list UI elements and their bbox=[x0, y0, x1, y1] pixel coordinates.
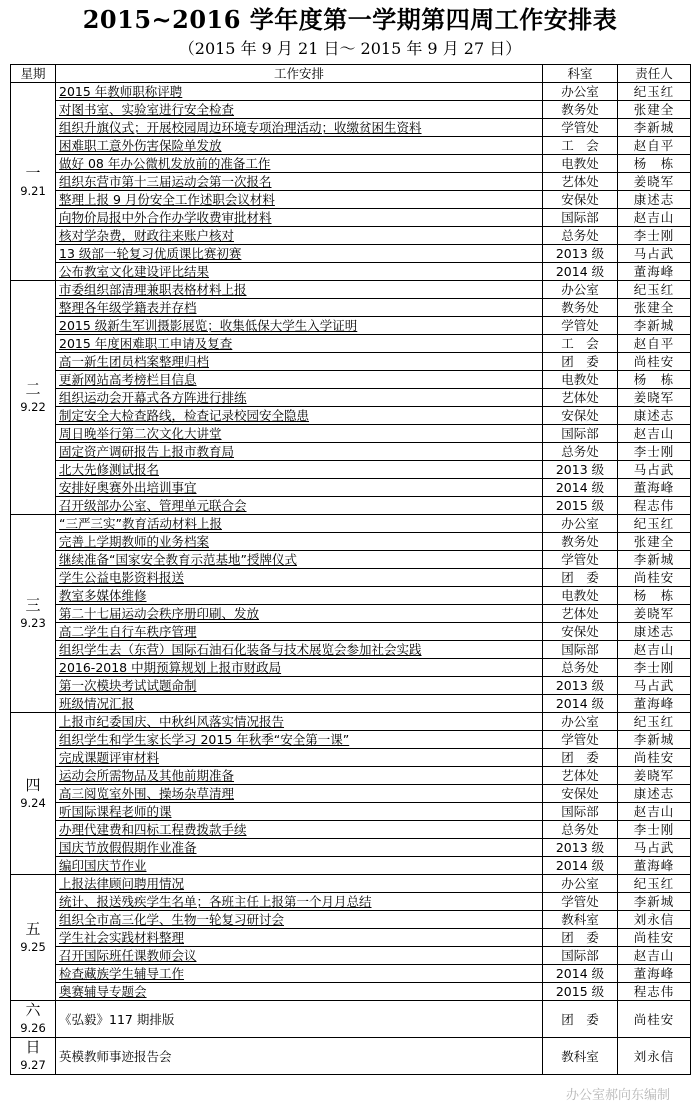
task-cell: 办理代建费和四标工程费拨款手续 bbox=[56, 821, 543, 839]
task-cell: 教室多媒体维修 bbox=[56, 587, 543, 605]
person-cell: 李新城 bbox=[618, 731, 691, 749]
dept-cell: 2014 级 bbox=[543, 479, 618, 497]
table-row bbox=[11, 263, 691, 281]
dept-cell: 学管处 bbox=[543, 317, 618, 335]
person-cell: 纪玉红 bbox=[618, 281, 691, 299]
table-row bbox=[11, 371, 691, 389]
table-row bbox=[11, 83, 691, 101]
dept-cell: 国际部 bbox=[543, 641, 618, 659]
table-row bbox=[11, 929, 691, 947]
table-row bbox=[11, 137, 691, 155]
dept-cell: 教科室 bbox=[543, 1038, 618, 1075]
footer-note: 办公室郝向东编制 bbox=[565, 1088, 670, 1103]
table-row bbox=[11, 749, 691, 767]
person-cell: 尚桂安 bbox=[618, 1001, 691, 1038]
task-cell: 英模教师事迹报告会 bbox=[56, 1038, 543, 1075]
header-dept: 科室 bbox=[543, 65, 618, 83]
table-row bbox=[11, 533, 691, 551]
weekday-label: 六 bbox=[25, 1001, 41, 1019]
dept-cell: 2013 级 bbox=[543, 677, 618, 695]
page-subtitle: （2015 年 9 月 21 日～ 2015 年 9 月 27 日） bbox=[178, 39, 522, 58]
header-person: 责任人 bbox=[618, 65, 691, 83]
person-cell: 刘永信 bbox=[618, 1038, 691, 1075]
person-cell: 李士刚 bbox=[618, 227, 691, 245]
table-row bbox=[11, 965, 691, 983]
person-cell: 杨 栋 bbox=[618, 587, 691, 605]
task-cell: 组织学生和学生家长学习 2015 年秋季“安全第一课” bbox=[56, 731, 543, 749]
dept-cell: 团 委 bbox=[543, 1001, 618, 1038]
dept-cell: 国际部 bbox=[543, 209, 618, 227]
person-cell: 刘永信 bbox=[618, 911, 691, 929]
table-row bbox=[11, 515, 691, 533]
weekday-label: 三 bbox=[25, 595, 41, 614]
dept-cell: 教科室 bbox=[543, 911, 618, 929]
task-cell: 高二学生自行车秩序管理 bbox=[56, 623, 543, 641]
person-cell: 张建全 bbox=[618, 533, 691, 551]
task-cell: 编印国庆节作业 bbox=[56, 857, 543, 875]
task-cell: 2015 级新生军训摄影展览；收集低保大学生入学证明 bbox=[56, 317, 543, 335]
weekday-label: 一 bbox=[25, 163, 41, 182]
dept-cell: 2013 级 bbox=[543, 839, 618, 857]
dept-cell: 团 委 bbox=[543, 929, 618, 947]
dept-cell: 安保处 bbox=[543, 623, 618, 641]
dept-cell: 电教处 bbox=[543, 587, 618, 605]
table-row bbox=[11, 731, 691, 749]
date-label: 9.22 bbox=[20, 399, 46, 414]
person-cell: 姜晓军 bbox=[618, 389, 691, 407]
task-cell: 组织升旗仪式；开展校园周边环境专项治理活动；收缴贫困生资料 bbox=[56, 119, 543, 137]
person-cell: 尚桂安 bbox=[618, 569, 691, 587]
person-cell: 康述志 bbox=[618, 407, 691, 425]
task-cell: 上报法律顾问聘用情况 bbox=[56, 875, 543, 893]
dept-cell: 艺体处 bbox=[543, 767, 618, 785]
task-cell: 学生公益电影资料报送 bbox=[56, 569, 543, 587]
table-row bbox=[11, 317, 691, 335]
dept-cell: 总务处 bbox=[543, 659, 618, 677]
schedule-table bbox=[10, 64, 691, 1075]
table-row bbox=[11, 785, 691, 803]
table-row bbox=[11, 1001, 691, 1038]
table-row bbox=[11, 803, 691, 821]
weekday-label: 日 bbox=[25, 1038, 41, 1056]
task-cell: 组织东营市第十三届运动会第一次报名 bbox=[56, 173, 543, 191]
task-cell: 运动会所需物品及其他前期准备 bbox=[56, 767, 543, 785]
header-task: 工作安排 bbox=[56, 65, 543, 83]
person-cell: 董海峰 bbox=[618, 263, 691, 281]
table-row bbox=[11, 407, 691, 425]
dept-cell: 团 委 bbox=[543, 569, 618, 587]
dept-cell: 电教处 bbox=[543, 155, 618, 173]
table-row bbox=[11, 227, 691, 245]
task-cell: 国庆节放假假期作业准备 bbox=[56, 839, 543, 857]
table-row bbox=[11, 911, 691, 929]
task-cell: 组织运动会开幕式各方阵进行排练 bbox=[56, 389, 543, 407]
dept-cell: 国际部 bbox=[543, 803, 618, 821]
weekday-label: 四 bbox=[25, 775, 41, 794]
task-cell: 《弘毅》117 期排版 bbox=[56, 1001, 543, 1038]
page-title: 2015~2016 学年度第一学期第四周工作安排表 bbox=[82, 5, 618, 34]
person-cell: 李新城 bbox=[618, 551, 691, 569]
person-cell: 程志伟 bbox=[618, 983, 691, 1001]
dept-cell: 学管处 bbox=[543, 119, 618, 137]
dept-cell: 学管处 bbox=[543, 731, 618, 749]
task-cell: 安排好奥赛外出培训事宜 bbox=[56, 479, 543, 497]
person-cell: 程志伟 bbox=[618, 497, 691, 515]
task-cell: 整理上报 9 月份安全工作述职会议材料 bbox=[56, 191, 543, 209]
table-row bbox=[11, 839, 691, 857]
dept-cell: 学管处 bbox=[543, 893, 618, 911]
person-cell: 马占武 bbox=[618, 461, 691, 479]
day-cell bbox=[11, 281, 56, 515]
dept-cell: 艺体处 bbox=[543, 605, 618, 623]
person-cell: 赵吉山 bbox=[618, 641, 691, 659]
date-label: 9.24 bbox=[20, 795, 46, 810]
dept-cell: 总务处 bbox=[543, 227, 618, 245]
person-cell: 李新城 bbox=[618, 119, 691, 137]
task-cell: 学生社会实践材料整理 bbox=[56, 929, 543, 947]
task-cell: 召开国际班任课教师会议 bbox=[56, 947, 543, 965]
task-cell: 整理各年级学籍表并存档 bbox=[56, 299, 543, 317]
task-cell: 2015 年度困难职工申请及复查 bbox=[56, 335, 543, 353]
dept-cell: 安保处 bbox=[543, 407, 618, 425]
person-cell: 赵吉山 bbox=[618, 947, 691, 965]
person-cell: 姜晓军 bbox=[618, 767, 691, 785]
table-row bbox=[11, 857, 691, 875]
person-cell: 赵吉山 bbox=[618, 803, 691, 821]
person-cell: 杨 栋 bbox=[618, 371, 691, 389]
table-row bbox=[11, 299, 691, 317]
dept-cell: 办公室 bbox=[543, 713, 618, 731]
weekday-label: 五 bbox=[25, 919, 41, 938]
task-cell: 困难职工意外伤害保险单发放 bbox=[56, 137, 543, 155]
table-row bbox=[11, 191, 691, 209]
task-cell: 组织学生去（东营）国际石油石化装备与技术展览会参加社会实践 bbox=[56, 641, 543, 659]
person-cell: 纪玉红 bbox=[618, 875, 691, 893]
person-cell: 纪玉红 bbox=[618, 83, 691, 101]
task-cell: 做好 08 年办公微机发放前的准备工作 bbox=[56, 155, 543, 173]
table-row bbox=[11, 101, 691, 119]
table-row bbox=[11, 569, 691, 587]
task-cell: 周日晚举行第二次文化大讲堂 bbox=[56, 425, 543, 443]
task-cell: 13 级部一轮复习优质课比赛初赛 bbox=[56, 245, 543, 263]
person-cell: 康述志 bbox=[618, 785, 691, 803]
task-cell: 核对学杂费，财政往来账户核对 bbox=[56, 227, 543, 245]
task-cell: 第二十七届运动会秩序册印刷、发放 bbox=[56, 605, 543, 623]
person-cell: 李士刚 bbox=[618, 821, 691, 839]
dept-cell: 艺体处 bbox=[543, 389, 618, 407]
table-row bbox=[11, 641, 691, 659]
dept-cell: 2015 级 bbox=[543, 983, 618, 1001]
task-cell: 班级情况汇报 bbox=[56, 695, 543, 713]
dept-cell: 总务处 bbox=[543, 821, 618, 839]
table-row bbox=[11, 677, 691, 695]
dept-cell: 办公室 bbox=[543, 83, 618, 101]
task-cell: 2016-2018 中期预算规划上报市财政局 bbox=[56, 659, 543, 677]
day-cell bbox=[11, 1001, 56, 1038]
task-cell: 统计、报送残疾学生名单；各班主任上报第一个月月总结 bbox=[56, 893, 543, 911]
person-cell: 康述志 bbox=[618, 623, 691, 641]
table-row bbox=[11, 947, 691, 965]
person-cell: 赵吉山 bbox=[618, 209, 691, 227]
dept-cell: 团 委 bbox=[543, 749, 618, 767]
weekday-label: 二 bbox=[25, 379, 41, 398]
table-row bbox=[11, 443, 691, 461]
table-row bbox=[11, 461, 691, 479]
task-cell: 2015 年教师职称评聘 bbox=[56, 83, 543, 101]
task-cell: 向物价局报中外合作办学收费审批材料 bbox=[56, 209, 543, 227]
day-cell bbox=[11, 83, 56, 281]
table-row bbox=[11, 1038, 691, 1075]
table-row bbox=[11, 695, 691, 713]
person-cell: 马占武 bbox=[618, 245, 691, 263]
day-cell bbox=[11, 713, 56, 875]
person-cell: 马占武 bbox=[618, 839, 691, 857]
task-cell: 第一次模块考试试题命制 bbox=[56, 677, 543, 695]
task-cell: 完善上学期教师的业务档案 bbox=[56, 533, 543, 551]
task-cell: 检查藏族学生辅导工作 bbox=[56, 965, 543, 983]
dept-cell: 2013 级 bbox=[543, 245, 618, 263]
table-row bbox=[11, 659, 691, 677]
table-row bbox=[11, 389, 691, 407]
task-cell: 听国际课程老师的课 bbox=[56, 803, 543, 821]
task-cell: 奥赛辅导专题会 bbox=[56, 983, 543, 1001]
person-cell: 杨 栋 bbox=[618, 155, 691, 173]
table-row bbox=[11, 245, 691, 263]
task-cell: 固定资产调研报告上报市教育局 bbox=[56, 443, 543, 461]
table-row bbox=[11, 767, 691, 785]
dept-cell: 工 会 bbox=[543, 137, 618, 155]
table-row bbox=[11, 335, 691, 353]
person-cell: 尚桂安 bbox=[618, 929, 691, 947]
dept-cell: 2015 级 bbox=[543, 497, 618, 515]
person-cell: 赵自平 bbox=[618, 137, 691, 155]
table-row bbox=[11, 983, 691, 1001]
table-row bbox=[11, 209, 691, 227]
task-cell: 高三阅览室外围、操场杂草清理 bbox=[56, 785, 543, 803]
task-cell: 完成课题评审材料 bbox=[56, 749, 543, 767]
date-label: 9.23 bbox=[20, 615, 46, 630]
task-cell: 对图书室、实验室进行安全检查 bbox=[56, 101, 543, 119]
table-row bbox=[11, 713, 691, 731]
dept-cell: 国际部 bbox=[543, 947, 618, 965]
schedule-body bbox=[11, 83, 691, 1075]
table-row bbox=[11, 119, 691, 137]
table-row bbox=[11, 875, 691, 893]
task-cell: 高一新生团员档案整理归档 bbox=[56, 353, 543, 371]
table-row bbox=[11, 281, 691, 299]
person-cell: 姜晓军 bbox=[618, 173, 691, 191]
dept-cell: 2014 级 bbox=[543, 965, 618, 983]
task-cell: 继续准备“国家安全教育示范基地”授牌仪式 bbox=[56, 551, 543, 569]
dept-cell: 办公室 bbox=[543, 281, 618, 299]
table-row bbox=[11, 497, 691, 515]
day-cell bbox=[11, 875, 56, 1001]
person-cell: 尚桂安 bbox=[618, 353, 691, 371]
dept-cell: 团 委 bbox=[543, 353, 618, 371]
person-cell: 纪玉红 bbox=[618, 515, 691, 533]
person-cell: 董海峰 bbox=[618, 479, 691, 497]
table-row bbox=[11, 893, 691, 911]
task-cell: “三严三实”教育活动材料上报 bbox=[56, 515, 543, 533]
task-cell: 制定安全大检查路线，检查记录校园安全隐患 bbox=[56, 407, 543, 425]
dept-cell: 2014 级 bbox=[543, 263, 618, 281]
table-row bbox=[11, 353, 691, 371]
task-cell: 公布教室文化建设评比结果 bbox=[56, 263, 543, 281]
date-label: 9.27 bbox=[20, 1058, 46, 1072]
date-label: 9.21 bbox=[20, 183, 46, 198]
task-cell: 更新网站高考榜栏目信息 bbox=[56, 371, 543, 389]
person-cell: 张建全 bbox=[618, 299, 691, 317]
dept-cell: 2014 级 bbox=[543, 695, 618, 713]
dept-cell: 电教处 bbox=[543, 371, 618, 389]
task-cell: 召开级部办公室、管理单元联合会 bbox=[56, 497, 543, 515]
person-cell: 董海峰 bbox=[618, 695, 691, 713]
person-cell: 尚桂安 bbox=[618, 749, 691, 767]
dept-cell: 工 会 bbox=[543, 335, 618, 353]
person-cell: 纪玉红 bbox=[618, 713, 691, 731]
dept-cell: 教务处 bbox=[543, 533, 618, 551]
dept-cell: 安保处 bbox=[543, 191, 618, 209]
person-cell: 李士刚 bbox=[618, 659, 691, 677]
dept-cell: 国际部 bbox=[543, 425, 618, 443]
table-row bbox=[11, 623, 691, 641]
person-cell: 李新城 bbox=[618, 893, 691, 911]
table-row bbox=[11, 605, 691, 623]
table-row bbox=[11, 821, 691, 839]
dept-cell: 总务处 bbox=[543, 443, 618, 461]
table-row bbox=[11, 155, 691, 173]
table-row bbox=[11, 587, 691, 605]
dept-cell: 学管处 bbox=[543, 551, 618, 569]
person-cell: 董海峰 bbox=[618, 965, 691, 983]
person-cell: 赵吉山 bbox=[618, 425, 691, 443]
dept-cell: 2013 级 bbox=[543, 461, 618, 479]
dept-cell: 2014 级 bbox=[543, 857, 618, 875]
person-cell: 马占武 bbox=[618, 677, 691, 695]
person-cell: 姜晓军 bbox=[618, 605, 691, 623]
dept-cell: 办公室 bbox=[543, 515, 618, 533]
header-day: 星期 bbox=[11, 65, 56, 83]
person-cell: 李新城 bbox=[618, 317, 691, 335]
day-cell bbox=[11, 1038, 56, 1075]
dept-cell: 安保处 bbox=[543, 785, 618, 803]
task-cell: 上报市纪委国庆、中秋纠风落实情况报告 bbox=[56, 713, 543, 731]
dept-cell: 教务处 bbox=[543, 299, 618, 317]
day-cell bbox=[11, 515, 56, 713]
person-cell: 康述志 bbox=[618, 191, 691, 209]
table-row bbox=[11, 479, 691, 497]
table-row bbox=[11, 425, 691, 443]
task-cell: 北大先修测试报名 bbox=[56, 461, 543, 479]
dept-cell: 教务处 bbox=[543, 101, 618, 119]
table-row bbox=[11, 551, 691, 569]
dept-cell: 艺体处 bbox=[543, 173, 618, 191]
task-cell: 组织全市高三化学、生物一轮复习研讨会 bbox=[56, 911, 543, 929]
dept-cell: 办公室 bbox=[543, 875, 618, 893]
date-label: 9.26 bbox=[20, 1021, 46, 1035]
person-cell: 赵自平 bbox=[618, 335, 691, 353]
person-cell: 董海峰 bbox=[618, 857, 691, 875]
person-cell: 张建全 bbox=[618, 101, 691, 119]
person-cell: 李士刚 bbox=[618, 443, 691, 461]
task-cell: 市委组织部清理兼职表格材料上报 bbox=[56, 281, 543, 299]
table-row bbox=[11, 173, 691, 191]
header-row bbox=[11, 65, 691, 83]
date-label: 9.25 bbox=[20, 939, 46, 954]
